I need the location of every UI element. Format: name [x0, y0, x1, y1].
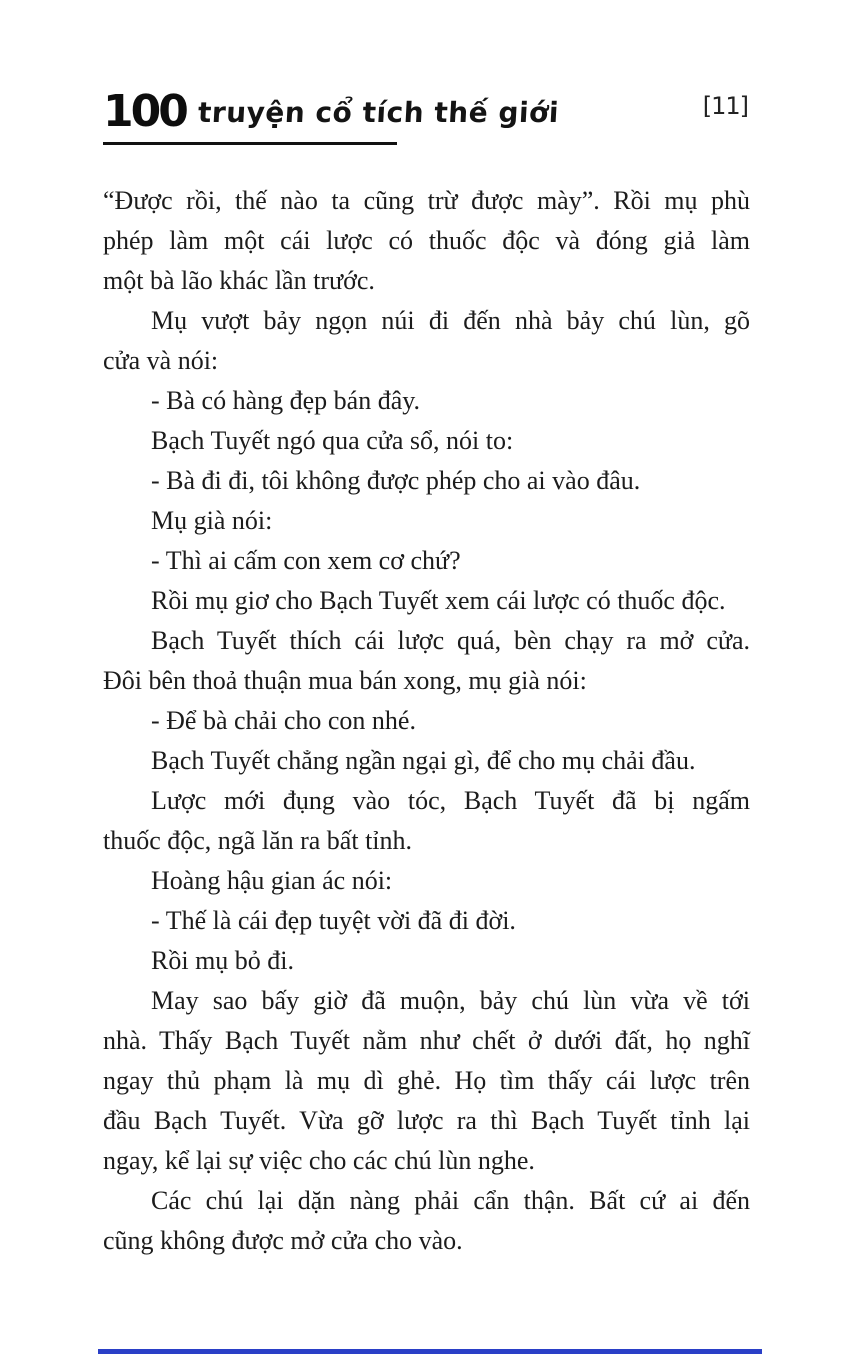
text-line: Các chú lại dặn nàng phải cẩn thận. Bất cứ ai đến — [151, 1186, 750, 1215]
text-line: May sao bấy giờ đã muộn, bảy chú lùn vừa về tới — [151, 986, 750, 1015]
text-line: ngay thủ phạm là mụ dì ghẻ. Họ tìm thấy cái lược trên — [103, 1066, 750, 1095]
paragraph — [103, 861, 750, 901]
text-line: “Được rồi, thế nào ta cũng trừ được mày”. Rồi mụ phù — [103, 186, 750, 215]
paragraph — [103, 421, 750, 461]
paragraph — [103, 381, 750, 421]
text-line: Bạch Tuyết ngó qua cửa sổ, nói to: — [151, 426, 514, 455]
logo-underline — [103, 142, 397, 145]
text-line: - Thì ai cấm con xem cơ chứ? — [151, 546, 461, 575]
text-line: Mụ già nói: — [151, 506, 273, 535]
text-line: Bạch Tuyết thích cái lược quá, bèn chạy ra mở cửa. — [151, 626, 750, 655]
text-line: Hoàng hậu gian ác nói: — [151, 866, 393, 895]
series-logo-number: 100 — [103, 86, 186, 137]
series-logo-title: truyện cổ tích thế giới — [196, 96, 560, 129]
footer-accent-bar — [98, 1349, 762, 1354]
paragraph — [103, 901, 750, 941]
page-body — [103, 181, 750, 1261]
text-line: Bạch Tuyết chẳng ngần ngại gì, để cho mụ chải đầu. — [151, 746, 696, 775]
text-line: ngay, kể lại sự việc cho các chú lùn nghe. — [103, 1146, 535, 1175]
text-line: - Bà đi đi, tôi không được phép cho ai vào đâu. — [151, 466, 641, 495]
paragraph — [103, 1181, 750, 1261]
paragraph — [103, 941, 750, 981]
text-line: cũng không được mở cửa cho vào. — [103, 1226, 463, 1255]
paragraph — [103, 781, 750, 861]
page-number: [11] — [702, 92, 748, 120]
series-logo — [103, 86, 559, 137]
paragraph — [103, 181, 750, 301]
text-line: đầu Bạch Tuyết. Vừa gỡ lược ra thì Bạch Tuyết tỉnh lại — [103, 1106, 750, 1135]
text-line: cửa và nói: — [103, 346, 219, 375]
text-line: Đôi bên thoả thuận mua bán xong, mụ già nói: — [103, 666, 587, 695]
text-line: - Để bà chải cho con nhé. — [151, 706, 416, 735]
text-line: nhà. Thấy Bạch Tuyết nằm như chết ở dưới đất, họ nghĩ — [103, 1026, 750, 1055]
text-line: - Bà có hàng đẹp bán đây. — [151, 386, 421, 415]
text-line: Rồi mụ giơ cho Bạch Tuyết xem cái lược có thuốc độc. — [151, 586, 726, 615]
text-line: thuốc độc, ngã lăn ra bất tỉnh. — [103, 826, 413, 855]
text-line: Mụ vượt bảy ngọn núi đi đến nhà bảy chú lùn, gõ — [151, 306, 750, 335]
paragraph — [103, 301, 750, 381]
text-line: - Thế là cái đẹp tuyệt vời đã đi đời. — [151, 906, 516, 935]
text-line: Lược mới đụng vào tóc, Bạch Tuyết đã bị ngấm — [151, 786, 750, 815]
paragraph — [103, 501, 750, 541]
text-line: Rồi mụ bỏ đi. — [151, 946, 295, 975]
text-line: phép làm một cái lược có thuốc độc và đóng giả làm — [103, 226, 750, 255]
text-line: một bà lão khác lần trước. — [103, 266, 375, 295]
paragraph — [103, 621, 750, 701]
paragraph — [103, 541, 750, 581]
paragraph — [103, 701, 750, 741]
paragraph — [103, 741, 750, 781]
paragraph — [103, 981, 750, 1181]
paragraph — [103, 461, 750, 501]
paragraph — [103, 581, 750, 621]
